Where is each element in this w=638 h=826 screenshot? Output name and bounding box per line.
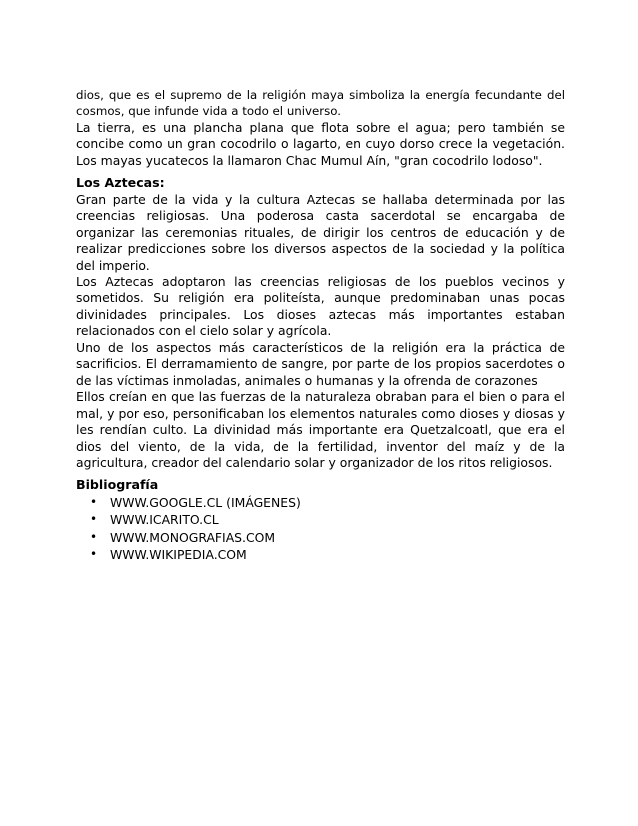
- bullet-icon: •: [90, 529, 98, 544]
- aztecas-paragraph-2: Los Aztecas adoptaron las creencias religiosas de los pueblos vecinos y sometidos. Su religión era politeísta, aunque predominaban unas pocas divinidades principales. Los dioses aztecas más importantes estaban relacionados con el cielo solar y agrícola.: [76, 273, 565, 339]
- bibliography-item: [76, 546, 565, 564]
- intro-paragraph-1: dios, que es el supremo de la religión maya simboliza la energía fecundante del cosmos, que infunde vida a todo el universo.: [76, 88, 565, 119]
- bibliography-list: [76, 494, 565, 564]
- bibliografia-heading: Bibliografía: [76, 477, 159, 493]
- aztecas-paragraph-3: Uno de los aspectos más característicos de la religión era la práctica de sacrificios. El derramamiento de sangre, por parte de los propios sacerdotes o de las víctimas inmoladas, animales o humanas y la ofrenda de corazones: [76, 339, 565, 388]
- bullet-icon: •: [90, 512, 98, 527]
- aztecas-paragraph-4: Ellos creían en que las fuerzas de la naturaleza obraban para el bien o para el mal, y por eso, personificaban los elementos naturales como dioses y diosas y les rendían culto. La divinidad más importante era Quetzalcoatl, que era el dios del viento, de la vida, de la fertilidad, inventor del maíz y de la agricultura, creador del calendario solar y organizador de los ritos religiosos.: [76, 389, 565, 470]
- bibliography-item-text: WWW.GOOGLE.CL (IMÁGENES): [110, 494, 301, 510]
- bibliography-item-text: WWW.ICARITO.CL: [110, 512, 219, 528]
- bibliography-item-text: WWW.MONOGRAFIAS.COM: [110, 529, 276, 545]
- intro-paragraph-2: La tierra, es una plancha plana que flota sobre el agua; pero también se concibe como un gran cocodrilo o lagarto, en cuyo dorso crece la vegetación. Los mayas yucatecos la llamaron Chac Mumul Aín, "gran cocodrilo lodoso".: [76, 119, 565, 168]
- bullet-icon: •: [90, 547, 98, 562]
- bibliography-item: [76, 511, 565, 529]
- aztecas-heading: Los Aztecas:: [76, 175, 165, 191]
- bullet-icon: •: [90, 494, 98, 509]
- bibliography-item-text: WWW.WIKIPEDIA.COM: [110, 547, 247, 563]
- bibliography-item: [76, 529, 565, 547]
- bibliography-item: [76, 494, 565, 512]
- aztecas-paragraph-1: Gran parte de la vida y la cultura Aztecas se hallaba determinada por las creencias religiosas. Una poderosa casta sacerdotal se encargaba de organizar las ceremonias rituales, de dirigir los centros de educación y de realizar predicciones sobre los diversos aspectos de la sociedad y la política del imperio.: [76, 191, 565, 273]
- document-page: [76, 87, 565, 564]
